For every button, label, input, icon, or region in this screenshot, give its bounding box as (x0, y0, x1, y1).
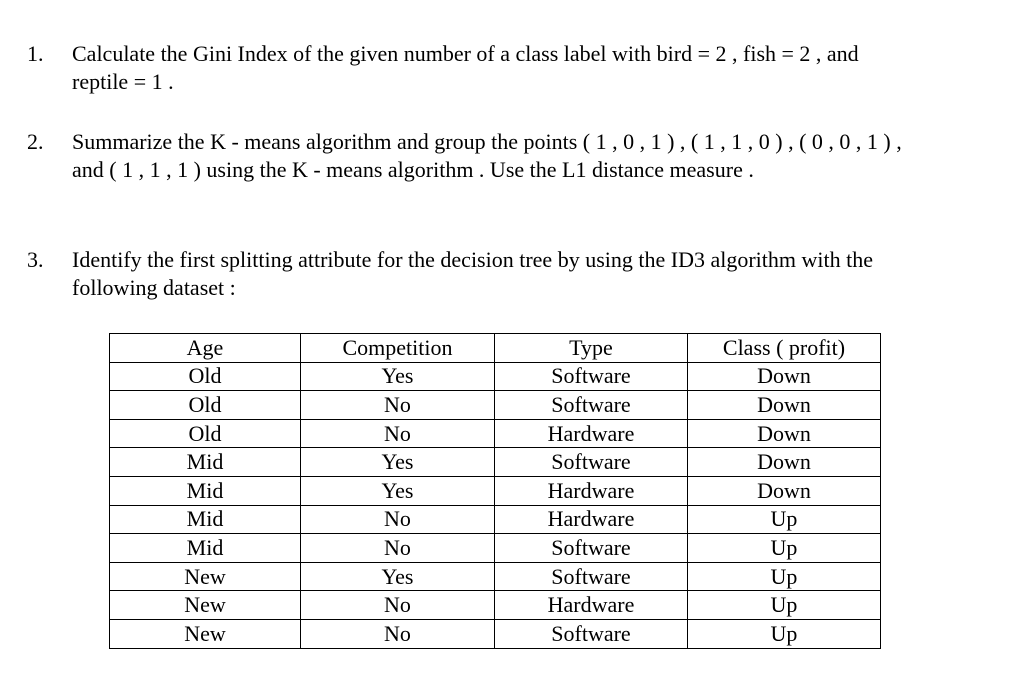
cell-age: New (110, 591, 301, 620)
cell-type: Software (495, 448, 688, 477)
table-row (110, 562, 881, 591)
question-line: following dataset : (72, 275, 236, 300)
question-line: and ( 1 , 1 , 1 ) using the K - means algorithm . Use the L1 distance measure . (72, 157, 754, 182)
cell-type: Hardware (495, 505, 688, 534)
cell-age: New (110, 562, 301, 591)
table-row (110, 619, 881, 648)
cell-age: New (110, 619, 301, 648)
cell-age: Mid (110, 534, 301, 563)
question-line: reptile = 1 . (72, 69, 174, 94)
cell-class: Down (688, 362, 881, 391)
cell-competition: No (301, 391, 495, 420)
cell-class: Down (688, 419, 881, 448)
table-row (110, 476, 881, 505)
cell-competition: No (301, 505, 495, 534)
cell-type: Software (495, 562, 688, 591)
table-row (110, 448, 881, 477)
header-class: Class ( profit) (688, 334, 881, 363)
cell-competition: No (301, 419, 495, 448)
cell-type: Software (495, 619, 688, 648)
table-row (110, 391, 881, 420)
cell-type: Hardware (495, 476, 688, 505)
header-type: Type (495, 334, 688, 363)
cell-class: Down (688, 391, 881, 420)
cell-competition: Yes (301, 476, 495, 505)
cell-class: Up (688, 534, 881, 563)
table-header-row (110, 334, 881, 363)
cell-class: Up (688, 562, 881, 591)
cell-competition: Yes (301, 562, 495, 591)
cell-class: Up (688, 591, 881, 620)
cell-age: Old (110, 391, 301, 420)
cell-type: Software (495, 391, 688, 420)
cell-competition: Yes (301, 448, 495, 477)
question-number: 2. (27, 129, 44, 154)
cell-age: Old (110, 419, 301, 448)
cell-competition: No (301, 591, 495, 620)
table-row (110, 505, 881, 534)
cell-age: Mid (110, 448, 301, 477)
cell-age: Old (110, 362, 301, 391)
cell-class: Down (688, 448, 881, 477)
cell-class: Up (688, 619, 881, 648)
cell-class: Down (688, 476, 881, 505)
question-line: Calculate the Gini Index of the given number of a class label with bird = 2 , fish = 2 , and (72, 41, 859, 66)
cell-age: Mid (110, 505, 301, 534)
question-number: 3. (27, 247, 44, 272)
table-row (110, 419, 881, 448)
cell-type: Software (495, 362, 688, 391)
question-number: 1. (27, 41, 44, 66)
cell-class: Up (688, 505, 881, 534)
question-text (72, 128, 1002, 184)
question-text (72, 246, 1002, 302)
question-line: Summarize the K - means algorithm and group the points ( 1 , 0 , 1 ) , ( 1 , 1 , 0 ) , ( 0 , 0 , 1 ) , (72, 129, 902, 154)
table-row (110, 591, 881, 620)
cell-type: Software (495, 534, 688, 563)
cell-competition: No (301, 534, 495, 563)
table-row (110, 362, 881, 391)
table-row (110, 534, 881, 563)
question-line: Identify the first splitting attribute for the decision tree by using the ID3 algorithm with the (72, 247, 873, 272)
cell-age: Mid (110, 476, 301, 505)
cell-type: Hardware (495, 591, 688, 620)
cell-type: Hardware (495, 419, 688, 448)
header-age: Age (110, 334, 301, 363)
cell-competition: Yes (301, 362, 495, 391)
cell-competition: No (301, 619, 495, 648)
dataset-table (109, 333, 881, 649)
header-competition: Competition (301, 334, 495, 363)
question-text (72, 40, 1002, 96)
